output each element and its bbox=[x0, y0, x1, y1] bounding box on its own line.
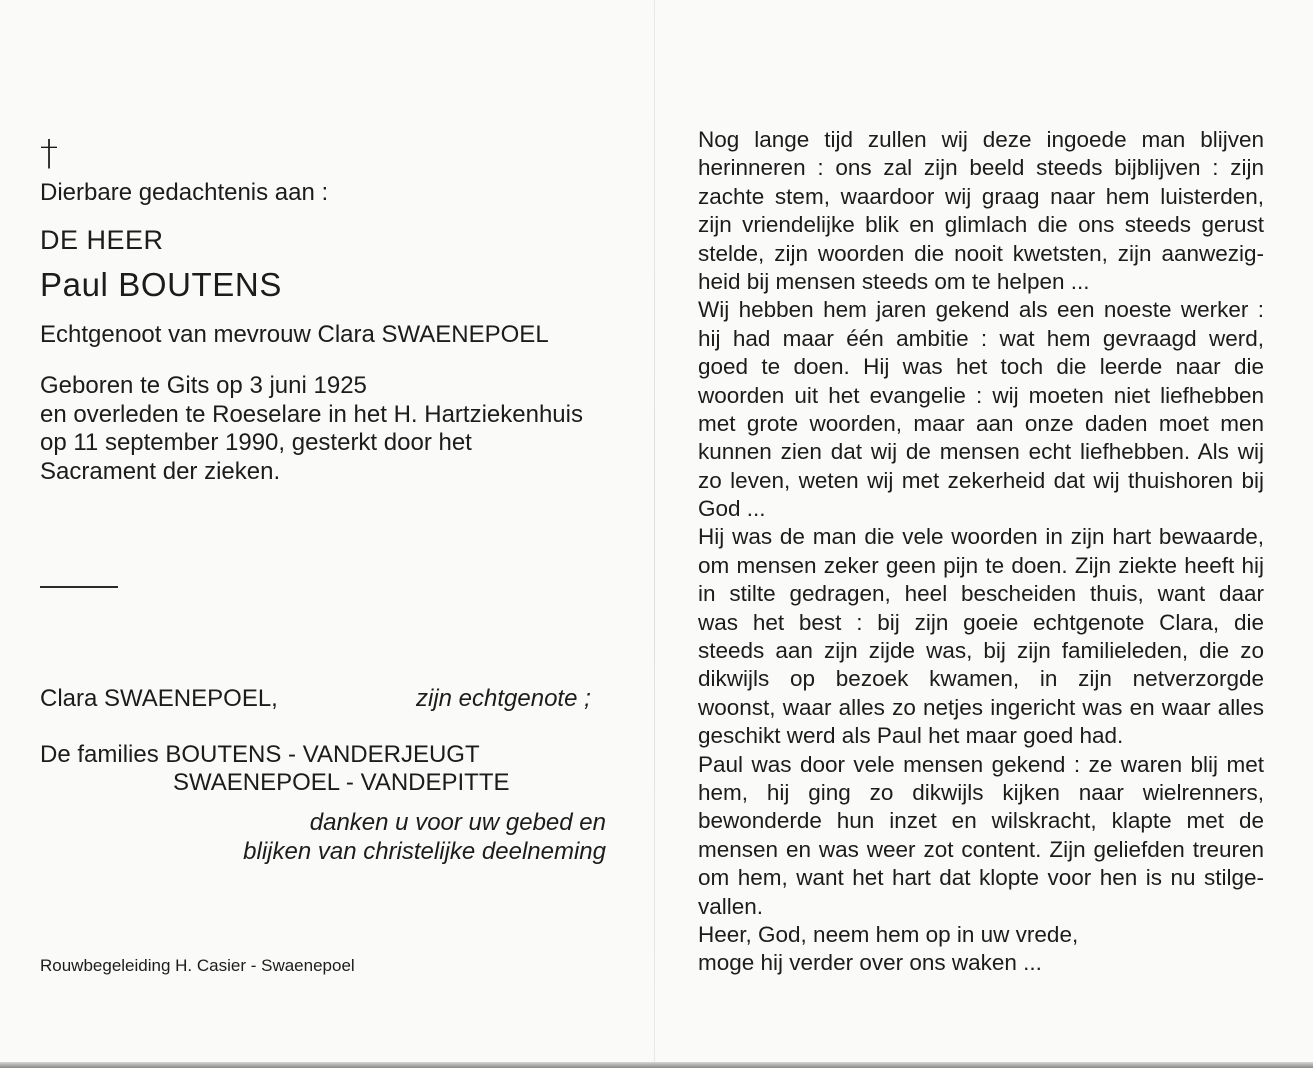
eulogy-line: geschikt werd als Paul het maar goed had. bbox=[698, 723, 1124, 749]
eulogy-line: zachte stem, waardoor wij graag naar hem luisterden, bbox=[698, 183, 1264, 209]
eulogy-line: bewonderde hun inzet en wilskracht, klapte met de bbox=[698, 808, 1264, 834]
eulogy-line: dikwijls op bezoek kwamen, in zijn netverzorgde bbox=[698, 666, 1264, 692]
eulogy-line: Paul was door vele mensen gekend : ze waren blij met bbox=[698, 751, 1264, 777]
thanks-text bbox=[40, 808, 606, 866]
honorific: DE HEER bbox=[40, 225, 164, 255]
eulogy-line: om mensen zeker geen pijn te doen. Zijn ziekte heeft hij bbox=[698, 552, 1264, 578]
biography bbox=[40, 372, 583, 486]
mourner-relation: zijn echtgenote ; bbox=[416, 685, 591, 712]
eulogy-line: mensen en was weer zot content. Zijn geliefden treuren bbox=[698, 836, 1264, 862]
eulogy-line: heid bij mensen steeds om te helpen ... bbox=[698, 268, 1090, 294]
fold-line bbox=[654, 0, 655, 1068]
divider bbox=[40, 586, 118, 588]
card-bottom-edge bbox=[0, 1062, 1313, 1068]
eulogy-line: God ... bbox=[698, 496, 766, 522]
eulogy-line: woonst, waar alles zo netjes ingericht was en waar alles bbox=[698, 694, 1264, 720]
eulogy-line: kunnen zien dat wij de mensen echt liefhebben. Als wij bbox=[698, 439, 1264, 465]
eulogy-line: zo leven, weten wij met zekerheid dat wij thuishoren bij bbox=[698, 467, 1264, 493]
thanks-line: danken u voor uw gebed en bbox=[309, 809, 606, 836]
bio-line: en overleden te Roeselare in het H. Hartziekenhuis bbox=[40, 400, 583, 428]
funeral-credit: Rouwbegeleiding H. Casier - Swaenepoel bbox=[40, 956, 355, 975]
families-line-2: SWAENEPOEL - VANDEPITTE bbox=[173, 769, 510, 796]
eulogy-line: Hij was de man die vele woorden in zijn hart bewaarde, bbox=[698, 524, 1264, 550]
intro-text: Dierbare gedachtenis aan : bbox=[40, 179, 329, 206]
deceased-name: Paul BOUTENS bbox=[40, 266, 282, 303]
eulogy-line: in stilte gedragen, heel bescheiden thuis, want daar bbox=[698, 581, 1264, 607]
thanks-line: blijken van christelijke deelneming bbox=[243, 838, 606, 865]
eulogy-line: Heer, God, neem hem op in uw vrede, bbox=[698, 921, 1079, 947]
eulogy-text bbox=[698, 126, 1264, 978]
eulogy-line: vallen. bbox=[698, 893, 764, 919]
eulogy-line: om hem, want het hart dat klopte voor hen is nu stilge- bbox=[698, 865, 1264, 891]
eulogy-line: goed te doen. Hij was het toch die leerde naar die bbox=[698, 354, 1264, 380]
eulogy-line: moge hij verder over ons waken ... bbox=[698, 950, 1042, 976]
mourner-name: Clara SWAENEPOEL, bbox=[40, 685, 278, 712]
eulogy-line: stelde, zijn woorden die nooit kwetsten, zijn aanwezig- bbox=[698, 240, 1264, 266]
eulogy-line: Nog lange tijd zullen wij deze ingoede man blijven bbox=[698, 127, 1264, 152]
families-line-1: De families BOUTENS - VANDERJEUGT bbox=[40, 741, 480, 768]
eulogy-line: Wij hebben hem jaren gekend als een noeste werker : bbox=[698, 297, 1264, 323]
eulogy-line: hem, hij ging zo dikwijls kijken naar wielrenners, bbox=[698, 779, 1264, 805]
eulogy-line: herinneren : ons zal zijn beeld steeds bijblijven : zijn bbox=[698, 155, 1264, 181]
eulogy-line: steeds aan zijn zijde was, bij zijn familieleden, die zo bbox=[698, 638, 1264, 664]
eulogy-line: was het best : bij zijn goeie echtgenote Clara, die bbox=[698, 609, 1264, 635]
eulogy-line: hij had maar één ambitie : wat hem gevraagd werd, bbox=[698, 325, 1264, 351]
spouse-line: Echtgenoot van mevrouw Clara SWAENEPOEL bbox=[40, 321, 549, 348]
cross-icon: † bbox=[40, 133, 58, 174]
bio-line: op 11 september 1990, gesterkt door het bbox=[40, 429, 472, 456]
eulogy-line: zijn vriendelijke blik en glimlach die ons steeds gerust bbox=[698, 212, 1264, 238]
eulogy-line: met grote woorden, maar aan onze daden moet men bbox=[698, 410, 1264, 436]
bio-line: Sacrament der zieken. bbox=[40, 457, 281, 485]
eulogy-line: woorden uit het evangelie : wij moeten niet liefhebben bbox=[698, 382, 1264, 408]
bio-line: Geboren te Gits op 3 juni 1925 bbox=[40, 372, 367, 399]
